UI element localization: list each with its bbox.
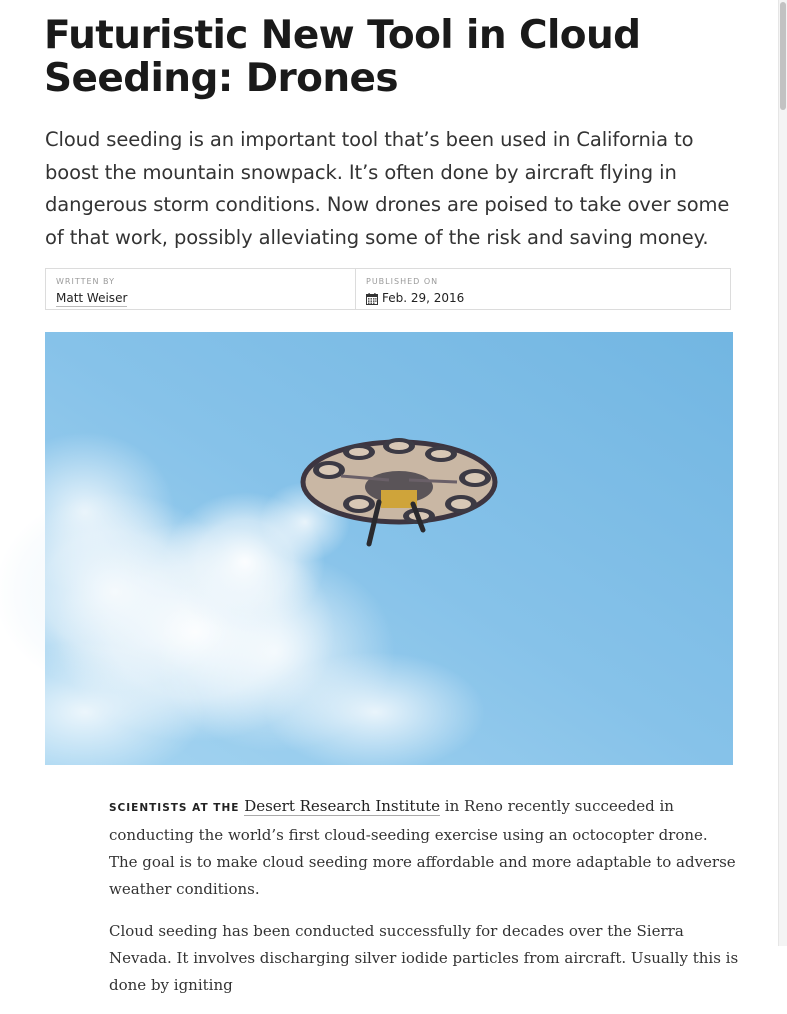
paragraph-1: [109, 793, 739, 903]
calendar-icon: [366, 293, 378, 305]
byline-author: [46, 269, 356, 309]
article-dek: Cloud seeding is an important tool that’s been used in California to boost the mountain snowpack. It’s often done by aircraft flying in dangerous storm conditions. Now drones are poised to take over some of that work, possibly alleviating some of the risk and saving money.: [45, 128, 730, 249]
date-value: [366, 291, 720, 306]
paragraph-1-text: in Reno recently succeeded in conducting the world’s first cloud-seeding exercise using an octocopter drone. The goal is to make cloud seeding more affordable and more adaptable to adverse weather conditions.: [109, 797, 736, 898]
date-label: PUBLISHED ON: [366, 277, 439, 286]
drone-photo: [45, 332, 733, 765]
author-label: WRITTEN BY: [56, 277, 115, 286]
paragraph-2: Cloud seeding has been conducted successfully for decades over the Sierra Nevada. It involves discharging silver iodide particles from aircraft. Usually this is done by igniting: [109, 922, 739, 994]
scrollbar-thumb[interactable]: [780, 2, 786, 110]
article-body: [109, 793, 739, 1014]
author-link[interactable]: Matt Weiser: [56, 291, 128, 305]
lead-in: SCIENTISTS AT THE: [109, 802, 240, 814]
desert-research-institute-link[interactable]: Desert Research Institute: [244, 797, 441, 815]
hero-image: [45, 332, 733, 765]
article-title: Futuristic New Tool in Cloud Seeding: Drones: [44, 13, 641, 101]
author-value: [56, 291, 345, 307]
byline-box: [45, 268, 731, 310]
byline-date: [356, 269, 730, 309]
date-text: Feb. 29, 2016: [382, 291, 465, 305]
page-scrollbar[interactable]: [778, 0, 787, 946]
